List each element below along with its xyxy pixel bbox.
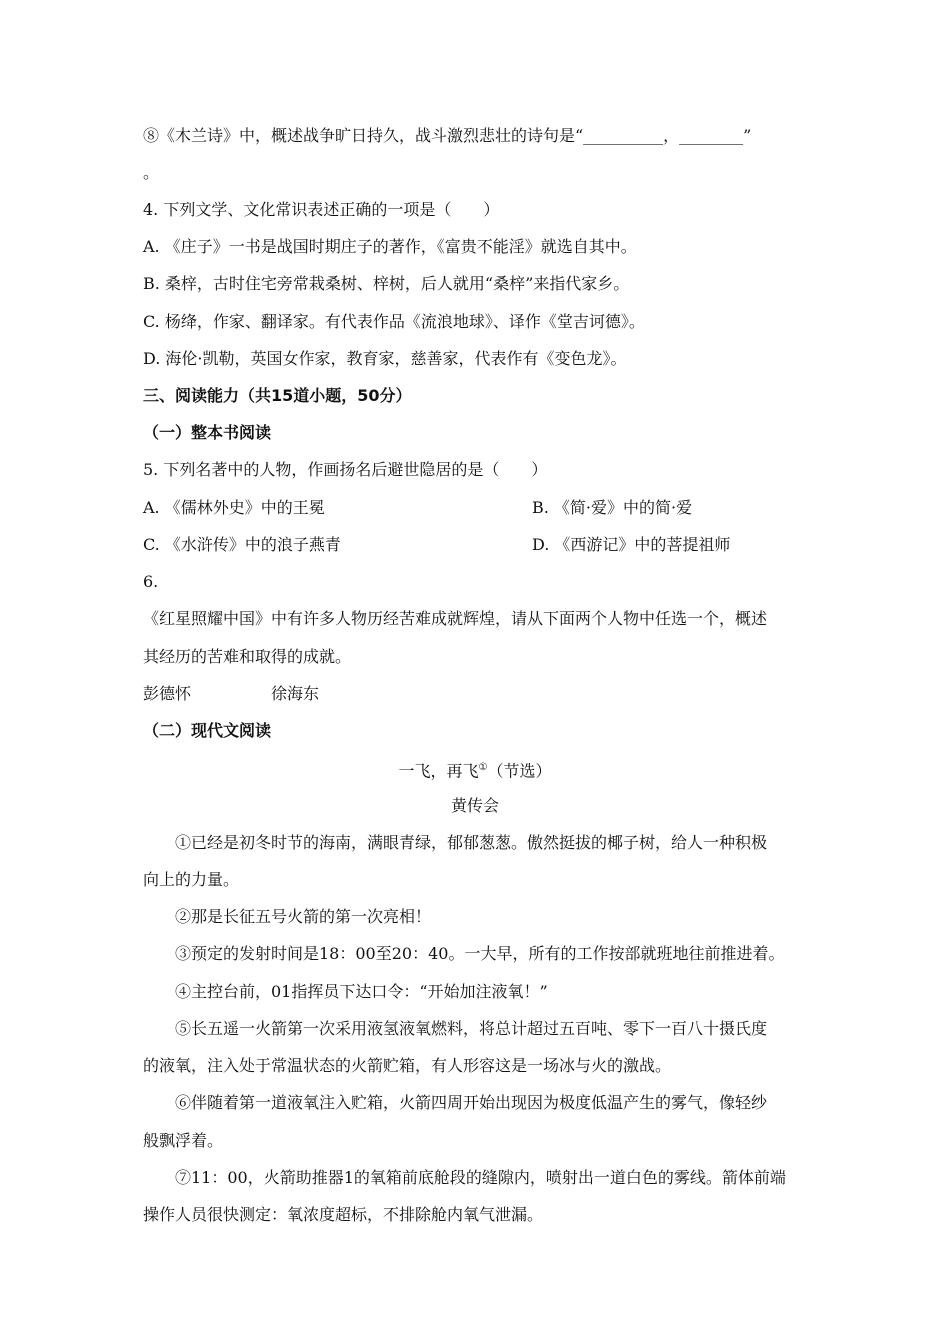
paragraph-line: ⑥伴随着第一道液氧注入贮箱，火箭四周开始出现因为极度低温产生的雾气，像轻纱 — [175, 1093, 768, 1112]
question-4-option-d: D. 海伦·凯勒，英国女作家，教育家，慈善家，代表作有《变色龙》。 — [143, 349, 627, 368]
paragraph-line: ④主控台前，01指挥员下达口令：“开始加注液氧！” — [175, 982, 548, 1001]
question-5-option-d: D. 《西游记》中的菩提祖师 — [532, 535, 731, 554]
question-5-option-c: C. 《水浒传》中的浪子燕青 — [143, 535, 341, 554]
article-note-mark: ① — [478, 762, 488, 773]
question-6-person-2: 徐海东 — [271, 684, 320, 703]
question-6-person-1: 彭德怀 — [143, 684, 192, 703]
question-4-stem: 4. 下列文学、文化常识表述正确的一项是（ ） — [143, 200, 500, 219]
question-3-item-8-end: 。 — [143, 163, 160, 182]
paragraph-line: ①已经是初冬时节的海南，满眼青绿，郁郁葱葱。傲然挺拔的椰子树，给人一种积极 — [175, 833, 768, 852]
paragraph-line: ⑦11：00，火箭助推器1的氧箱前底舱段的缝隙内，喷射出一道白色的雾线。箭体前端 — [175, 1168, 786, 1187]
section-3-title: 三、阅读能力（共15道小题，50分） — [143, 386, 412, 405]
paragraph-line: 向上的力量。 — [143, 870, 240, 889]
question-5-option-b: B. 《简·爱》中的简·爱 — [532, 498, 693, 517]
question-4-option-c: C. 杨绛，作家、翻译家。有代表作品《流浪地球》、译作《堂吉诃德》。 — [143, 312, 645, 331]
article-author: 黄传会 — [450, 796, 499, 815]
paragraph-line: 的液氧，注入处于常温状态的火箭贮箱，有人形容这是一场冰与火的激战。 — [143, 1056, 672, 1075]
paragraph-line: 操作人员很快测定：氧浓度超标，不排除舱内氧气泄漏。 — [143, 1205, 544, 1224]
part-2-title: （二）现代文阅读 — [143, 721, 272, 740]
paragraph-line: ⑤长五遥一火箭第一次采用液氢液氧燃料，将总计超过五百吨、零下一百八十摄氏度 — [175, 1019, 768, 1038]
part-1-title: （一）整本书阅读 — [143, 423, 272, 442]
paragraph-line: ②那是长征五号火箭的第一次亮相！ — [175, 907, 432, 926]
question-6-line-2: 其经历的苦难和取得的成就。 — [143, 647, 352, 666]
paragraph-line: 般飘浮着。 — [143, 1131, 224, 1150]
question-5-option-a: A. 《儒林外史》中的王冕 — [143, 498, 325, 517]
article-title-suffix: （节选） — [487, 761, 552, 781]
question-5-stem: 5. 下列名著中的人物，作画扬名后避世隐居的是（ ） — [143, 460, 548, 479]
question-3-item-8: ⑧《木兰诗》中，概述战争旷日持久，战斗激烈悲壮的诗句是“__________，________” — [143, 126, 752, 145]
question-4-option-b: B. 桑梓，古时住宅旁常栽桑树、梓树，后人就用“桑梓”来指代家乡。 — [143, 274, 630, 293]
paragraph-line: ③预定的发射时间是18：00至20：40。一大早，所有的工作按部就班地往前推进着。 — [175, 944, 785, 963]
article-title-text: 一飞，再飞 — [398, 761, 479, 781]
question-6-line-1: 《红星照耀中国》中有许多人物历经苦难成就辉煌，请从下面两个人物中任选一个，概述 — [143, 609, 768, 628]
article-title — [0, 757, 950, 782]
question-4-option-a: A. 《庄子》一书是战国时期庄子的著作，《富贵不能淫》就选自其中。 — [143, 237, 637, 256]
question-6-number: 6. — [143, 572, 159, 591]
